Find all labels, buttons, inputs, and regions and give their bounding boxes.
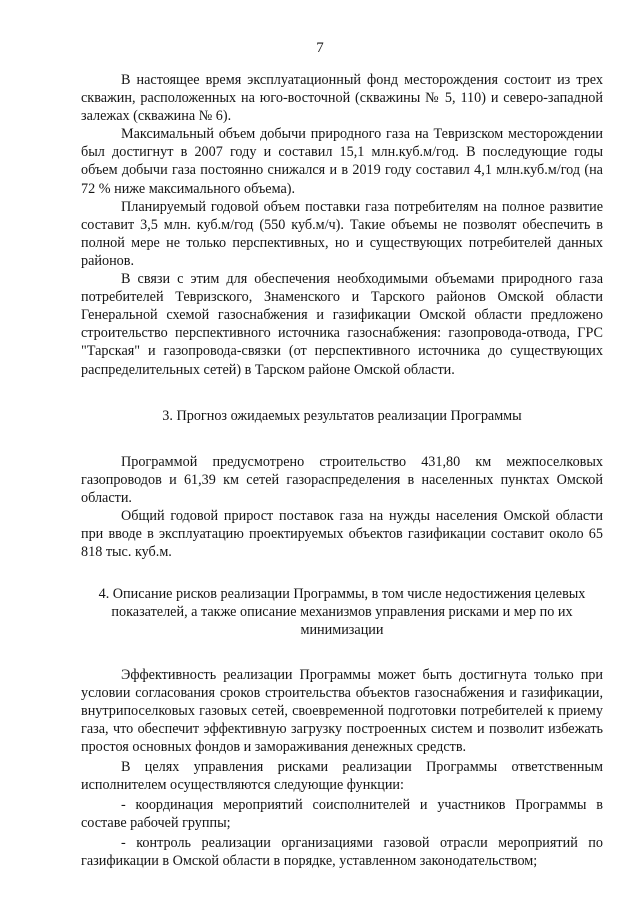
paragraph-risk-functions: В целях управления рисками реализации Программы ответственным исполнителем осуществляются следующие функции: — [81, 759, 603, 794]
page-number: 7 — [316, 40, 324, 56]
paragraph-operational-fund: В настоящее время эксплуатационный фонд месторождения состоит из трех скважин, расположенных на юго-восточной (скважины № 5, 110) и северо-западной залежах (скважина № 6). — [81, 72, 603, 125]
list-item-control: - контроль реализации организациями газовой отрасли мероприятий по газификации в Омской области в порядке, уставленном законодательством; — [81, 835, 603, 870]
paragraph-efficiency: Эффективность реализации Программы может быть достигнута только при условии согласования сроков строительства объектов газоснабжения и газификации, внутрипоселковых газовых сетей, своевременной подготовки потребителей к приему газа, что обеспечит эффективную загрузку построенных систем и позволит избежать простоя основных фондов и замораживания денежных средств. — [81, 666, 603, 755]
document-body — [81, 71, 603, 871]
paragraph-construction-volume: Программой предусмотрено строительство 431,80 км межпоселковых газопроводов и 61,39 км сетей газораспределения в населенных пунктах Омской области. — [81, 453, 603, 506]
section-4-heading: 4. Описание рисков реализации Программы, в том числе недостижения целевых показателей, а также описание механизмов управления рисками и мер по их минимизации — [98, 586, 586, 639]
list-item-coordination: - координация мероприятий соисполнителей и участников Программы в составе рабочей группы; — [81, 797, 603, 832]
section-3-heading: 3. Прогноз ожидаемых результатов реализации Программы — [162, 407, 522, 424]
paragraph-planned-supply: Планируемый годовой объем поставки газа потребителям на полное развитие составит 3,5 млн. куб.м/год (550 куб.м/ч). Такие объемы не позволят обеспечить в полной мере не только перспективных, но и существующих потребителей данных районов. — [81, 198, 603, 269]
paragraph-max-production: Максимальный объем добычи природного газа на Тевризском месторождении был достигнут в 2007 году и составил 15,1 млн.куб.м/год. В последующие годы объем добычи газа постоянно снижался и в 2019 году составил 4,1 млн.куб.м/год (на 72 % ниже максимального объема). — [81, 126, 603, 197]
paragraph-supply-growth: Общий годовой прирост поставок газа на нужды населения Омской области при вводе в эксплуатацию проектируемых объектов газификации составит около 65 818 тыс. куб.м. — [81, 507, 603, 561]
paragraph-new-gas-source: В связи с этим для обеспечения необходимыми объемами природного газа потребителей Тевризского, Знаменского и Тарского районов Омской области Генеральной схемой газоснабжения и газификации Омской области предложено строительство перспективного источника газоснабжения: газопровода-отвода, ГРС "Тарская" и газопровода-связки (от перспективного источника до существующих распределительных сетей) в Тарском районе Омской области. — [81, 271, 603, 378]
